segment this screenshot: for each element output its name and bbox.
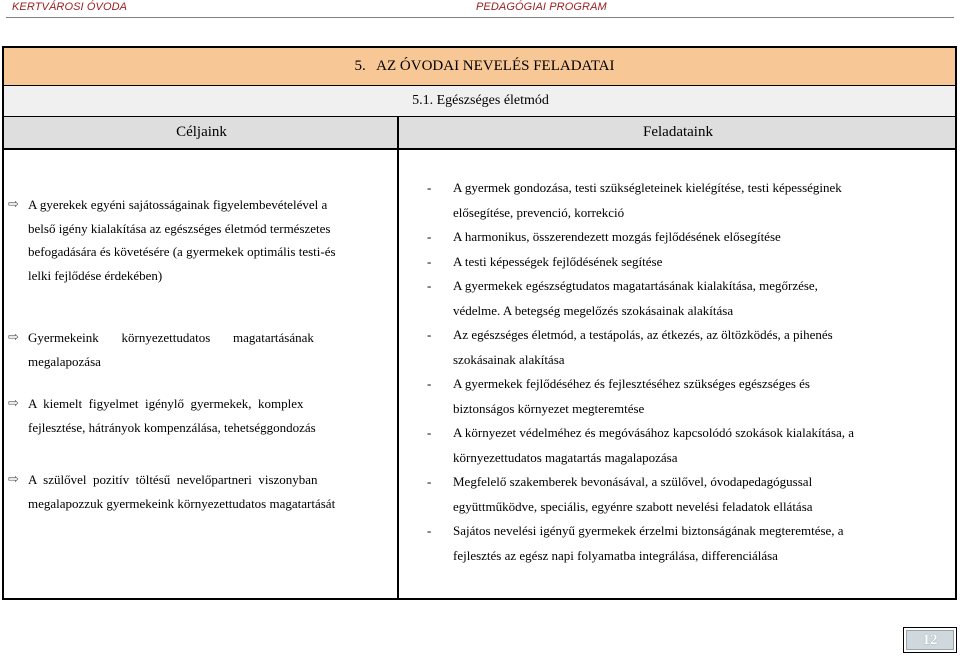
task-bullet: - — [427, 523, 432, 538]
task-text-line: A gyermek gondozása, testi szükségleteinek kielégítése, testi képességinek — [453, 180, 842, 195]
task-text-line: A környezet védelméhez és megóvásához kapcsolódó szokások kialakítása, a — [453, 425, 855, 440]
goal-item — [8, 468, 392, 515]
task-bullet: - — [427, 253, 432, 269]
arrow-right-icon: ⇨ — [8, 197, 19, 212]
header-document-title: PEDAGÓGIAI PROGRAM — [476, 1, 607, 13]
goal-text-line: A kiemelt figyelmet igénylő gyermekek, komplex — [28, 396, 304, 411]
section-title: 5. AZ ÓVODAI NEVELÉS FELADATAI — [354, 58, 615, 74]
task-item — [427, 274, 947, 323]
task-text-line: környezettudatos magatartás magalapozása — [453, 449, 678, 465]
task-text-line: biztonságos környezet megteremtése — [453, 400, 645, 416]
task-item — [427, 421, 947, 470]
task-item — [427, 519, 947, 568]
goal-text-line: lelki fejlődése érdekében) — [28, 267, 163, 283]
column-header-row — [4, 117, 955, 150]
goal-text-line: fejlesztése, hátrányok kompenzálása, tehetséggondozás — [28, 419, 316, 435]
task-item — [427, 323, 947, 372]
column-header-goals: Céljaink — [176, 124, 227, 140]
subsection-title-row — [4, 86, 955, 117]
task-item — [427, 176, 947, 225]
arrow-right-icon: ⇨ — [8, 396, 19, 411]
task-text-line: Sajátos nevelési igényű gyermekek érzelmi biztonságának megteremtése, a — [453, 523, 844, 538]
task-bullet: - — [427, 278, 432, 293]
goal-item — [8, 392, 392, 439]
header-rule — [6, 17, 954, 18]
task-text-line: A gyermekek egészségtudatos magatartásának kialakítása, megőrzése, — [453, 278, 818, 293]
goal-text-line: megalapozása — [28, 353, 101, 369]
page-header — [0, 0, 960, 20]
goal-text-line: belső igény kialakítása az egészséges életmód természetes — [28, 220, 331, 236]
goal-item — [8, 193, 392, 287]
task-text-line: Megfelelő szakemberek bevonásával, a szülővel, óvodapedagógussal — [453, 474, 813, 489]
task-bullet: - — [427, 474, 432, 489]
goal-text-line: megalapozzuk gyermekeink környezettudatos magatartását — [28, 495, 336, 511]
task-bullet: - — [427, 229, 432, 244]
task-text-line: szokásainak alakítása — [453, 351, 565, 367]
goal-item — [8, 326, 392, 373]
task-text-line: A testi képességek fejlődésének segítése — [453, 253, 663, 269]
page-number-box — [903, 627, 957, 653]
task-bullet: - — [427, 376, 432, 391]
task-text-line: együttműködve, speciális, egyénre szabott nevelési feladatok ellátása — [453, 498, 813, 514]
task-text-line: fejlesztés az egész napi folyamatba integrálása, differenciálása — [453, 547, 778, 563]
goal-text-line: Gyermekeink környezettudatos magatartásának — [28, 330, 314, 345]
section-title-row — [4, 48, 955, 86]
task-item — [427, 250, 947, 275]
task-text-line: Az egészséges életmód, a testápolás, az étkezés, az öltözködés, a pihenés — [453, 327, 833, 342]
task-item — [427, 372, 947, 421]
tasks-column — [427, 176, 947, 568]
task-text-line: A harmonikus, összerendezett mozgás fejlődésének elősegítése — [453, 229, 781, 244]
task-text-line: védelme. A betegség megelőzés szokásainak alakítása — [453, 302, 734, 318]
task-item — [427, 225, 947, 250]
task-bullet: - — [427, 327, 432, 342]
task-item — [427, 470, 947, 519]
arrow-right-icon: ⇨ — [8, 472, 19, 487]
page-number: 12 — [906, 630, 954, 650]
goal-text-line: befogadására és követésére (a gyermekek optimális testi-és — [28, 244, 336, 259]
subsection-title: 5.1. Egészséges életmód — [412, 93, 549, 108]
goal-text-line: A szülővel pozitív töltésű nevelőpartneri viszonyban — [28, 472, 318, 487]
task-bullet: - — [427, 180, 432, 195]
goals-tasks-table — [2, 46, 957, 600]
goal-text-line: A gyerekek egyéni sajátosságainak figyelembevételével a — [28, 197, 328, 212]
arrow-right-icon: ⇨ — [8, 330, 19, 345]
column-divider — [397, 117, 399, 598]
task-bullet: - — [427, 425, 432, 440]
task-text-line: elősegítése, prevenció, korrekció — [453, 204, 625, 220]
task-text-line: A gyermekek fejlődéséhez és fejlesztéséhez szükséges egészséges és — [453, 376, 810, 391]
column-header-tasks: Feladataink — [643, 124, 713, 140]
header-institution: KERTVÁROSI ÓVODA — [12, 1, 128, 13]
